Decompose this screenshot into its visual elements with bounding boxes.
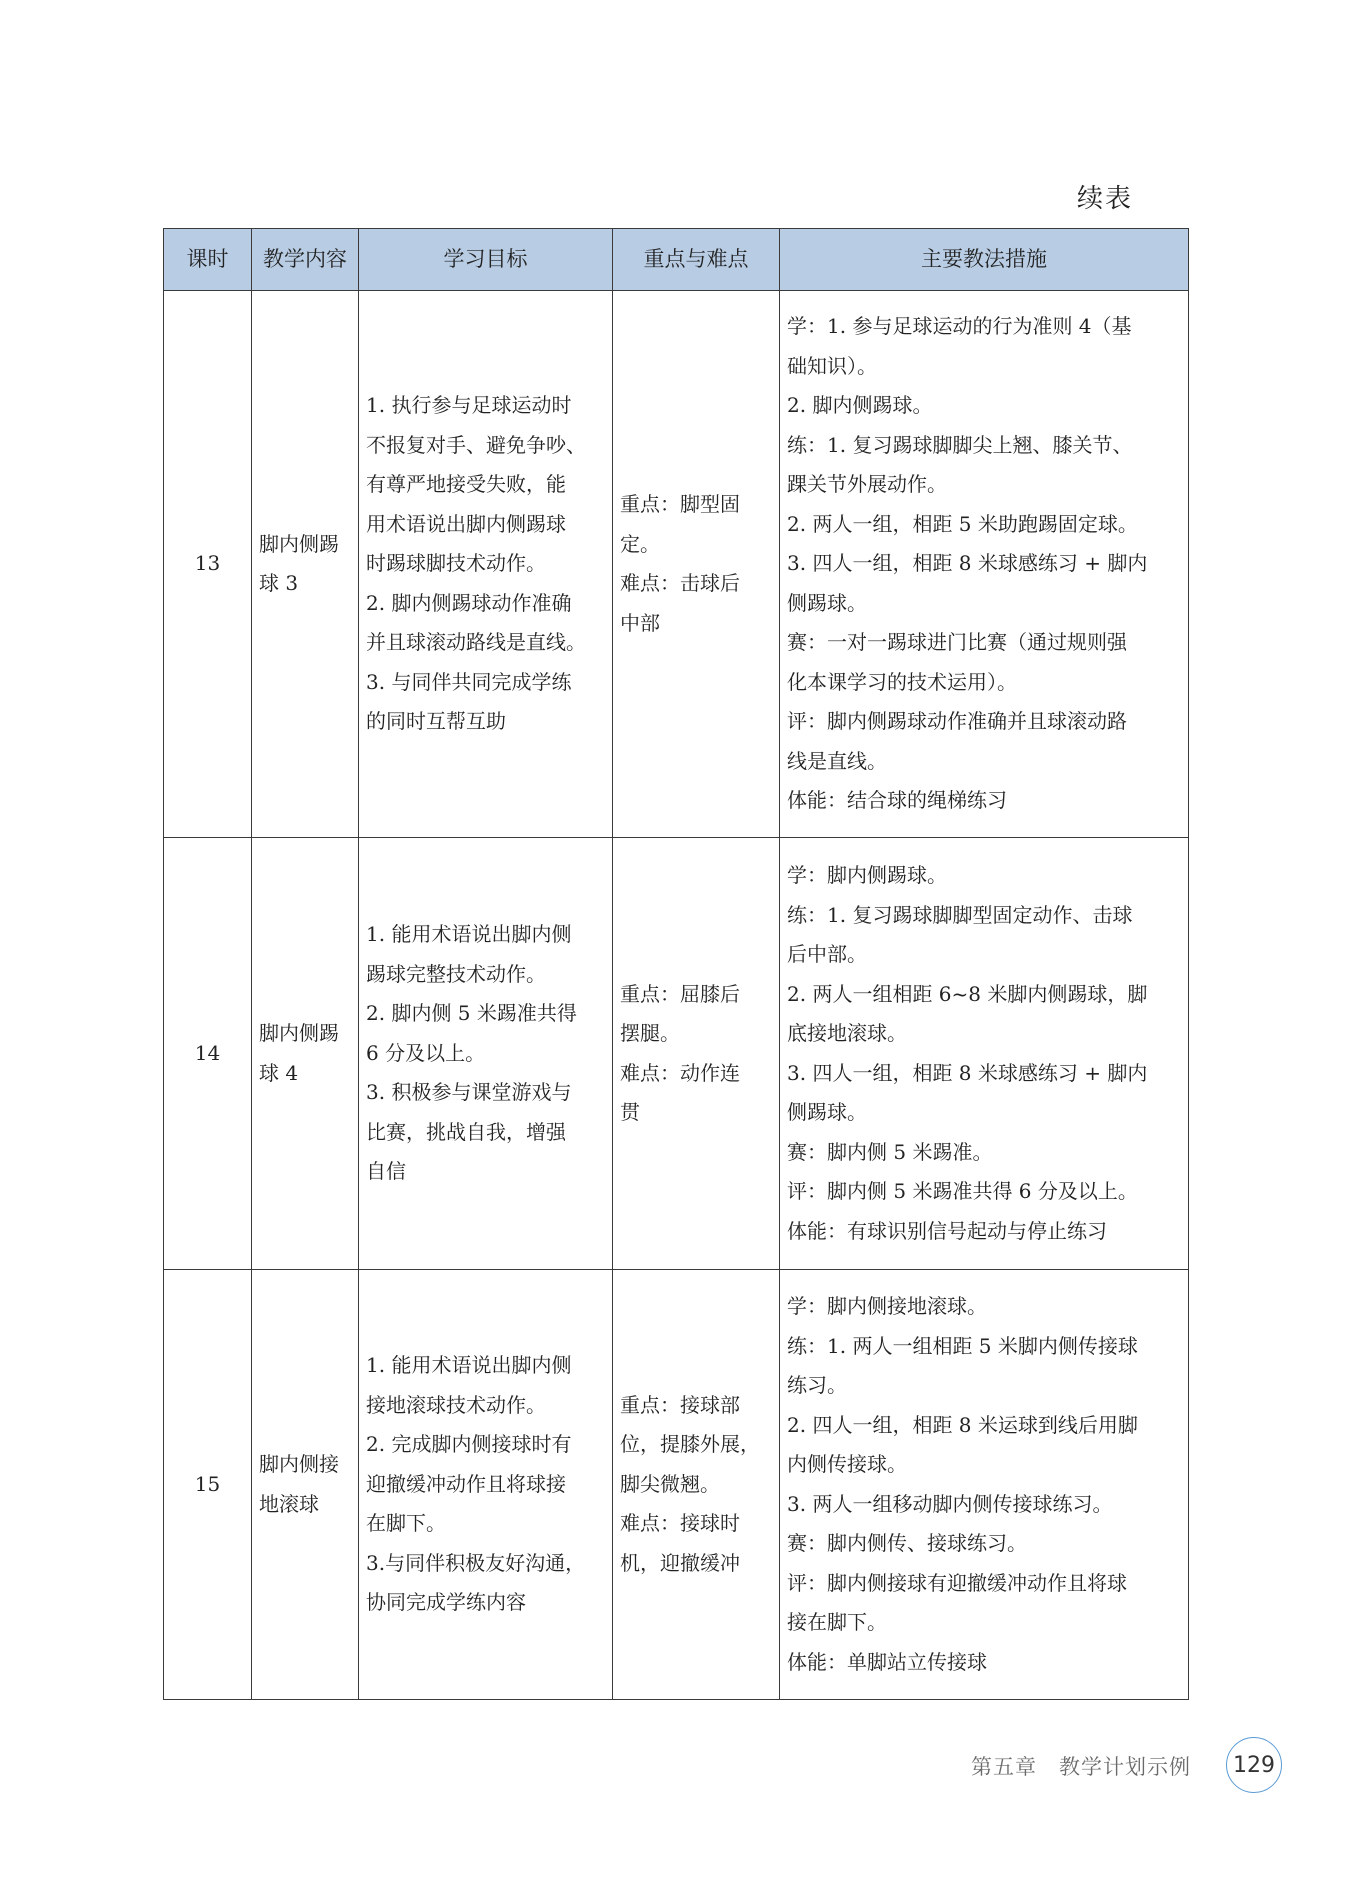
text-line: 踝关节外展动作。 [787, 472, 947, 497]
text-line: 2. 四人一组，相距 8 米运球到线后用脚 [787, 1412, 1138, 1437]
header-content: 教学内容 [252, 229, 359, 291]
text-line: 内侧传接球。 [787, 1452, 907, 1476]
text-line: 练：1. 两人一组相距 5 米脚内侧传接球 [787, 1333, 1138, 1358]
text-line: 2. 完成脚内侧接球时有 [366, 1432, 572, 1457]
text-line: 础知识）。 [787, 353, 877, 378]
text-line: 1. 能用术语说出脚内侧 [366, 1353, 572, 1378]
text-line: 并且球滚动路线是直线。 [366, 630, 586, 655]
learning-goals [359, 838, 613, 1270]
text-line: 重点：屈膝后 [620, 981, 740, 1006]
page-number: 129 [1233, 1752, 1275, 1778]
text-line: 学：脚内侧踢球。 [787, 863, 947, 887]
text-line: 3. 与同伴共同完成学练 [366, 669, 572, 694]
text-line: 脚内侧踢 [259, 531, 339, 556]
text-line: 体能：单脚站立传接球 [787, 1649, 987, 1674]
text-line: 评：脚内侧接球有迎撤缓冲动作且将球 [787, 1570, 1127, 1595]
text-line: 学：1. 参与足球运动的行为准则 4（基 [787, 314, 1132, 339]
text-line: 3. 两人一组移动脚内侧传接球练习。 [787, 1491, 1113, 1516]
text-line: 的同时互帮互助 [366, 709, 506, 734]
text-line: 3.与同伴积极友好沟通， [366, 1550, 586, 1575]
text-line: 1. 执行参与足球运动时 [366, 393, 572, 418]
text-line: 练习。 [787, 1373, 847, 1397]
text-line: 脚内侧踢 [259, 1021, 339, 1045]
text-line: 难点：接球时 [620, 1511, 740, 1536]
text-line: 2. 两人一组，相距 5 米助跑踢固定球。 [787, 511, 1138, 536]
text-line: 中部 [620, 610, 660, 635]
text-line: 2. 两人一组相距 6~8 米脚内侧踢球，脚 [787, 981, 1148, 1006]
text-line: 不报复对手、避免争吵、 [366, 432, 586, 457]
text-line: 在脚下。 [366, 1511, 446, 1536]
text-line: 体能：有球识别信号起动与停止练习 [787, 1218, 1107, 1243]
text-line: 化本课学习的技术运用）。 [787, 669, 1017, 694]
table-row-lesson-13 [164, 291, 1189, 838]
key-and-difficult-points [613, 838, 780, 1270]
text-line: 体能：结合球的绳梯练习 [787, 788, 1007, 813]
lesson-number: 13 [164, 291, 252, 838]
text-line: 赛：一对一踢球进门比赛（通过规则强 [787, 630, 1127, 655]
text-line: 重点：接球部 [620, 1392, 740, 1417]
key-and-difficult-points [613, 1270, 780, 1700]
text-line: 侧踢球。 [787, 590, 867, 615]
learning-goals [359, 1270, 613, 1700]
text-line: 底接地滚球。 [787, 1021, 907, 1045]
text-line: 2. 脚内侧 5 米踢准共得 [366, 1001, 577, 1026]
learning-goals [359, 291, 613, 838]
text-line: 练：1. 复习踢球脚脚尖上翘、膝关节、 [787, 432, 1133, 457]
text-line: 难点：击球后 [620, 571, 740, 595]
text-line: 侧踢球。 [787, 1100, 867, 1124]
text-line: 评：脚内侧踢球动作准确并且球滚动路 [787, 709, 1127, 734]
text-line: 重点：脚型固 [620, 492, 740, 516]
header-goals: 学习目标 [359, 229, 613, 291]
teaching-plan-table [163, 228, 1189, 1700]
text-line: 迎撤缓冲动作且将球接 [366, 1471, 566, 1496]
table-row-lesson-14 [164, 838, 1189, 1270]
text-line: 球 4 [259, 1060, 299, 1085]
text-line: 接地滚球技术动作。 [366, 1392, 546, 1417]
text-line: 踢球完整技术动作。 [366, 961, 546, 986]
chapter-footer: 第五章 教学计划示例 [971, 1755, 1191, 1779]
teaching-measures [780, 838, 1189, 1270]
text-line: 球 3 [259, 571, 299, 595]
text-line: 位，提膝外展， [620, 1432, 760, 1457]
page-number-badge [1226, 1737, 1282, 1793]
text-line: 3. 四人一组，相距 8 米球感练习 + 脚内 [787, 551, 1148, 576]
table-header-row [164, 229, 1189, 291]
header-measures: 主要教法措施 [780, 229, 1189, 291]
text-line: 难点：动作连 [620, 1060, 740, 1085]
text-line: 用术语说出脚内侧踢球 [366, 511, 566, 536]
teaching-content [252, 1270, 359, 1700]
text-line: 学：脚内侧接地滚球。 [787, 1294, 987, 1318]
teaching-content [252, 838, 359, 1270]
text-line: 时踢球脚技术动作。 [366, 551, 546, 576]
text-line: 赛：脚内侧 5 米踢准。 [787, 1139, 993, 1164]
text-line: 接在脚下。 [787, 1610, 887, 1634]
text-line: 2. 脚内侧踢球。 [787, 393, 933, 418]
continued-table-label: 续表 [1076, 184, 1133, 214]
header-keypoints: 重点与难点 [613, 229, 780, 291]
text-line: 评：脚内侧 5 米踢准共得 6 分及以上。 [787, 1179, 1138, 1203]
text-line: 赛：脚内侧传、接球练习。 [787, 1531, 1027, 1555]
text-line: 贯 [620, 1100, 640, 1124]
text-line: 3. 四人一组，相距 8 米球感练习 + 脚内 [787, 1060, 1148, 1085]
text-line: 3. 积极参与课堂游戏与 [366, 1080, 572, 1105]
text-line: 有尊严地接受失败，能 [366, 472, 566, 497]
text-line: 协同完成学练内容 [366, 1590, 526, 1615]
text-line: 定。 [620, 531, 660, 556]
text-line: 地滚球 [259, 1491, 319, 1516]
table-row-lesson-15 [164, 1270, 1189, 1700]
teaching-content [252, 291, 359, 838]
text-line: 自信 [366, 1159, 406, 1184]
text-line: 2. 脚内侧踢球动作准确 [366, 590, 572, 615]
text-line: 线是直线。 [787, 748, 887, 773]
text-line: 后中部。 [787, 942, 867, 966]
text-line: 6 分及以上。 [366, 1040, 486, 1065]
text-line: 机，迎撤缓冲 [620, 1550, 740, 1575]
lesson-number: 15 [164, 1270, 252, 1700]
key-and-difficult-points [613, 291, 780, 838]
text-line: 脚尖微翘。 [620, 1471, 720, 1496]
text-line: 练：1. 复习踢球脚脚型固定动作、击球 [787, 902, 1133, 927]
text-line: 比赛，挑战自我，增强 [366, 1119, 566, 1144]
text-line: 1. 能用术语说出脚内侧 [366, 922, 572, 947]
text-line: 脚内侧接 [259, 1452, 339, 1476]
lesson-number: 14 [164, 838, 252, 1270]
teaching-measures [780, 291, 1189, 838]
text-line: 摆腿。 [620, 1021, 680, 1045]
teaching-measures [780, 1270, 1189, 1700]
header-lesson: 课时 [164, 229, 252, 291]
